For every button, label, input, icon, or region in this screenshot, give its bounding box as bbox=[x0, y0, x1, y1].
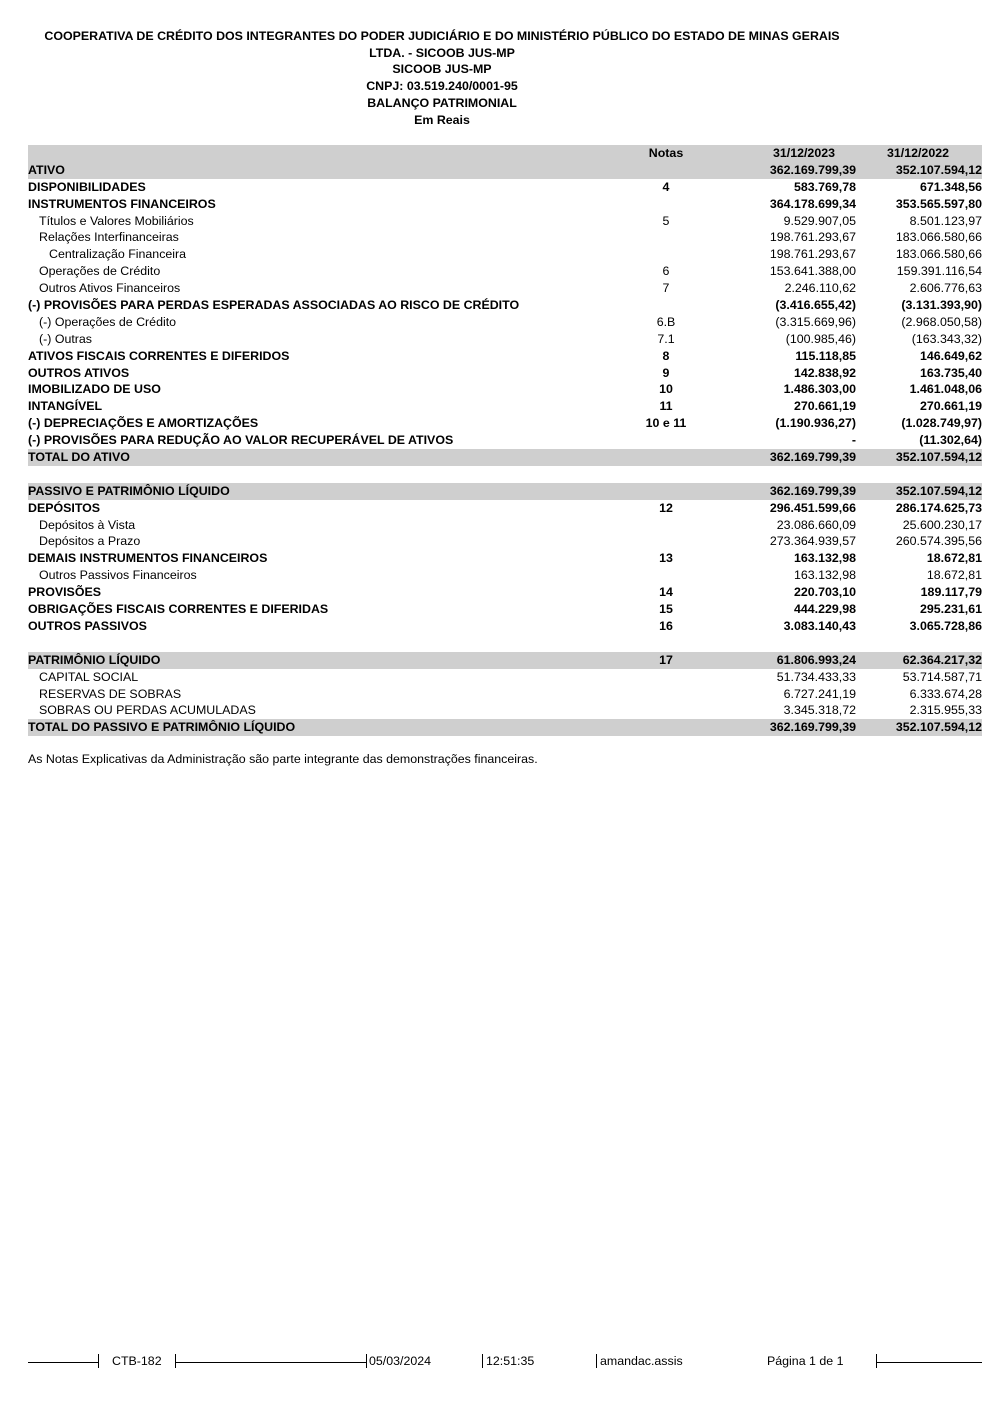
row-value-2022: 18.672,81 bbox=[926, 568, 982, 583]
print-user: amandac.assis bbox=[600, 1354, 683, 1368]
row-value-2022: 295.231,61 bbox=[919, 602, 982, 617]
row-value-2022: 270.661,19 bbox=[919, 399, 982, 414]
row-value-2022: 8.501.123,97 bbox=[909, 213, 982, 228]
row-label: OBRIGAÇÕES FISCAIS CORRENTES E DIFERIDAS bbox=[28, 602, 329, 617]
footer-rule bbox=[176, 1362, 366, 1363]
row-label: CAPITAL SOCIAL bbox=[39, 669, 139, 684]
row-value-2022: 352.107.594,12 bbox=[895, 720, 982, 735]
row-value-2022: (3.131.393,90) bbox=[901, 298, 982, 313]
row-value-2023: 364.178.699,34 bbox=[769, 196, 856, 211]
row-notes: 15 bbox=[659, 602, 673, 617]
row-value-2023: 61.806.993,24 bbox=[776, 652, 856, 667]
row-label: (-) Operações de Crédito bbox=[39, 314, 177, 329]
row-label: Depósitos a Prazo bbox=[39, 534, 141, 549]
row-label: IMOBILIZADO DE USO bbox=[28, 382, 161, 397]
row-value-2023: 2.246.110,62 bbox=[784, 281, 856, 296]
row-value-2023: 153.641.388,00 bbox=[769, 264, 856, 279]
row-value-2022: 183.066.580,66 bbox=[895, 247, 982, 262]
row-label: Relações Interfinanceiras bbox=[39, 230, 179, 245]
table-row bbox=[28, 567, 982, 584]
row-label: (-) PROVISÕES PARA REDUÇÃO AO VALOR RECUPERÁVEL DE ATIVOS bbox=[28, 433, 454, 448]
table-row bbox=[28, 517, 982, 534]
table-row bbox=[28, 719, 982, 736]
table-row bbox=[28, 500, 982, 517]
row-label: DEMAIS INSTRUMENTOS FINANCEIROS bbox=[28, 551, 268, 566]
table-row bbox=[28, 550, 982, 567]
table-row bbox=[28, 314, 982, 331]
table-row bbox=[28, 618, 982, 635]
table-body bbox=[28, 162, 982, 736]
print-time: 12:51:35 bbox=[486, 1354, 535, 1368]
row-label: ATIVOS FISCAIS CORRENTES E DIFERIDOS bbox=[28, 348, 290, 363]
notes-column-header: Notas bbox=[648, 146, 684, 160]
table-row bbox=[28, 584, 982, 601]
row-notes: 11 bbox=[659, 399, 673, 414]
row-value-2022: 53.714.587,71 bbox=[902, 669, 982, 684]
row-value-2023: (1.190.936,27) bbox=[775, 416, 856, 431]
footer-rule bbox=[28, 1362, 98, 1363]
row-value-2023: 9.529.907,05 bbox=[783, 213, 856, 228]
row-value-2022: 2.606.776,63 bbox=[909, 281, 982, 296]
row-value-2022: (11.302,64) bbox=[919, 433, 982, 448]
table-row bbox=[28, 432, 982, 449]
row-notes: 12 bbox=[659, 500, 673, 515]
row-value-2022: 286.174.625,73 bbox=[895, 500, 982, 515]
row-value-2023: 115.118,85 bbox=[795, 348, 856, 363]
footer-rule bbox=[877, 1362, 982, 1363]
document-title: BALANÇO PATRIMONIAL bbox=[367, 95, 517, 110]
row-value-2023: 444.229,98 bbox=[793, 602, 856, 617]
document-header bbox=[0, 28, 884, 128]
row-value-2023: 362.169.799,39 bbox=[769, 483, 856, 498]
row-label: Outros Passivos Financeiros bbox=[39, 568, 197, 583]
row-value-2022: 18.672,81 bbox=[926, 551, 982, 566]
row-label: Outros Ativos Financeiros bbox=[39, 281, 181, 296]
row-label: DISPONIBILIDADES bbox=[28, 179, 146, 194]
table-row bbox=[28, 196, 982, 213]
row-label: (-) Outras bbox=[39, 331, 93, 346]
row-label: INTANGÍVEL bbox=[28, 399, 103, 414]
table-row bbox=[28, 483, 982, 500]
row-label: DEPÓSITOS bbox=[28, 500, 101, 515]
table-row bbox=[28, 365, 982, 382]
row-notes: 6 bbox=[662, 264, 670, 279]
table-row bbox=[28, 702, 982, 719]
row-label: (-) DEPRECIAÇÕES E AMORTIZAÇÕES bbox=[28, 416, 259, 431]
table-row bbox=[28, 297, 982, 314]
row-label: PATRIMÔNIO LÍQUIDO bbox=[28, 652, 161, 667]
row-value-2022: 352.107.594,12 bbox=[895, 483, 982, 498]
spacer-row bbox=[28, 635, 982, 652]
row-value-2022: 260.574.395,56 bbox=[895, 534, 982, 549]
row-value-2022: 146.649,62 bbox=[919, 348, 982, 363]
row-value-2022: 2.315.955,33 bbox=[909, 703, 982, 718]
table-row bbox=[28, 280, 982, 297]
row-label: Centralização Financeira bbox=[49, 247, 187, 262]
row-label: OUTROS ATIVOS bbox=[28, 365, 130, 380]
row-value-2022: 183.066.580,66 bbox=[895, 230, 982, 245]
table-row bbox=[28, 601, 982, 618]
row-value-2022: 62.364.217,32 bbox=[902, 652, 982, 667]
row-value-2022: 3.065.728,86 bbox=[909, 618, 982, 633]
row-value-2022: (2.968.050,58) bbox=[901, 314, 982, 329]
row-value-2023: 3.345.318,72 bbox=[783, 703, 856, 718]
table-row bbox=[28, 533, 982, 550]
row-value-2023: 3.083.140,43 bbox=[783, 618, 856, 633]
row-label: Títulos e Valores Mobiliários bbox=[39, 213, 194, 228]
page-number: Página 1 de 1 bbox=[767, 1354, 844, 1368]
row-notes: 7.1 bbox=[657, 331, 675, 346]
row-notes: 13 bbox=[659, 551, 673, 566]
row-value-2023: 270.661,19 bbox=[793, 399, 856, 414]
row-value-2023: 142.838,92 bbox=[793, 365, 856, 380]
row-value-2023: 23.086.660,09 bbox=[776, 517, 856, 532]
row-value-2023: 362.169.799,39 bbox=[769, 720, 856, 735]
row-value-2023: 362.169.799,39 bbox=[769, 162, 856, 177]
table-row bbox=[28, 381, 982, 398]
table-row bbox=[28, 415, 982, 432]
footnote: As Notas Explicativas da Administração são parte integrante das demonstrações financeiras. bbox=[28, 752, 538, 766]
row-value-2023: 362.169.799,39 bbox=[769, 450, 856, 465]
table-row bbox=[28, 213, 982, 230]
table-row bbox=[28, 246, 982, 263]
row-notes: 6.B bbox=[656, 314, 676, 329]
footer-tick bbox=[596, 1354, 597, 1368]
spacer-row bbox=[28, 466, 982, 483]
row-notes: 14 bbox=[659, 585, 673, 600]
table-row bbox=[28, 669, 982, 686]
footer-tick bbox=[98, 1354, 99, 1368]
row-notes: 10 e 11 bbox=[645, 416, 687, 431]
table-row bbox=[28, 348, 982, 365]
row-value-2023: - bbox=[851, 433, 856, 448]
row-label: ATIVO bbox=[28, 162, 65, 177]
row-notes: 9 bbox=[662, 365, 670, 380]
row-value-2023: 163.132,98 bbox=[793, 551, 856, 566]
row-value-2022: 6.333.674,28 bbox=[909, 686, 982, 701]
row-label: TOTAL DO PASSIVO E PATRIMÔNIO LÍQUIDO bbox=[28, 720, 296, 735]
table-row bbox=[28, 686, 982, 703]
row-label: Depósitos à Vista bbox=[39, 517, 136, 532]
row-value-2023: 6.727.241,19 bbox=[783, 686, 856, 701]
footer-tick bbox=[482, 1354, 483, 1368]
row-label: INSTRUMENTOS FINANCEIROS bbox=[28, 196, 216, 211]
row-value-2023: 198.761.293,67 bbox=[769, 230, 856, 245]
row-value-2022: (163.343,32) bbox=[911, 331, 982, 346]
row-value-2023: 198.761.293,67 bbox=[769, 247, 856, 262]
row-value-2022: (1.028.749,97) bbox=[901, 416, 982, 431]
table-row bbox=[28, 331, 982, 348]
row-notes: 7 bbox=[662, 281, 670, 296]
print-date: 05/03/2024 bbox=[369, 1354, 432, 1368]
institution-name-cont: LTDA. - SICOOB JUS-MP bbox=[369, 45, 515, 60]
row-value-2023: 220.703,10 bbox=[793, 585, 856, 600]
footer-tick bbox=[175, 1354, 176, 1368]
row-value-2022: 353.565.597,80 bbox=[895, 196, 982, 211]
row-notes: 5 bbox=[662, 213, 670, 228]
row-value-2022: 1.461.048,06 bbox=[909, 382, 982, 397]
row-label: Operações de Crédito bbox=[39, 264, 161, 279]
row-label: OUTROS PASSIVOS bbox=[28, 618, 147, 633]
row-label: PASSIVO E PATRIMÔNIO LÍQUIDO bbox=[28, 483, 230, 498]
footer-tick bbox=[876, 1354, 877, 1368]
footer-tick bbox=[366, 1354, 367, 1368]
row-value-2023: (3.416.655,42) bbox=[775, 298, 856, 313]
row-value-2022: 163.735,40 bbox=[919, 365, 982, 380]
row-value-2023: 163.132,98 bbox=[793, 568, 856, 583]
row-notes: 8 bbox=[662, 348, 670, 363]
table-row bbox=[28, 398, 982, 415]
table-header-row bbox=[28, 145, 982, 162]
institution-name: COOPERATIVA DE CRÉDITO DOS INTEGRANTES DO PODER JUDICIÁRIO E DO MINISTÉRIO PÚBLICO DO ESTADO DE MINAS GERAIS bbox=[44, 29, 840, 43]
row-notes: 10 bbox=[659, 382, 673, 397]
table-row bbox=[28, 449, 982, 466]
row-label: SOBRAS OU PERDAS ACUMULADAS bbox=[39, 703, 256, 718]
table-row bbox=[28, 229, 982, 246]
row-value-2023: 273.364.939,57 bbox=[769, 534, 856, 549]
row-value-2023: 51.734.433,33 bbox=[776, 669, 856, 684]
row-value-2022: 189.117,79 bbox=[920, 585, 982, 600]
row-value-2023: 1.486.303,00 bbox=[783, 382, 856, 397]
institution-short-name: SICOOB JUS-MP bbox=[392, 62, 492, 77]
table-row bbox=[28, 162, 982, 179]
row-value-2022: 159.391.116,54 bbox=[896, 264, 982, 279]
row-value-2023: (3.315.669,96) bbox=[775, 314, 856, 329]
table-row bbox=[28, 652, 982, 669]
row-value-2022: 671.348,56 bbox=[919, 179, 982, 194]
table-row bbox=[28, 263, 982, 280]
row-label: TOTAL DO ATIVO bbox=[28, 450, 130, 465]
row-value-2023: (100.985,46) bbox=[785, 331, 856, 346]
row-value-2022: 352.107.594,12 bbox=[895, 162, 982, 177]
row-value-2022: 352.107.594,12 bbox=[895, 450, 982, 465]
row-label: RESERVAS DE SOBRAS bbox=[39, 686, 182, 701]
currency-unit: Em Reais bbox=[414, 112, 470, 127]
row-value-2023: 296.451.599,66 bbox=[769, 500, 856, 515]
balance-sheet-table bbox=[28, 145, 982, 736]
report-code: CTB-182 bbox=[112, 1354, 162, 1368]
row-notes: 4 bbox=[662, 179, 670, 194]
row-label: (-) PROVISÕES PARA PERDAS ESPERADAS ASSOCIADAS AO RISCO DE CRÉDITO bbox=[28, 298, 520, 313]
year-2023-column-header: 31/12/2023 bbox=[772, 146, 835, 160]
page-footer bbox=[0, 1353, 1000, 1371]
row-value-2022: 25.600.230,17 bbox=[902, 517, 982, 532]
table-row bbox=[28, 179, 982, 196]
row-label: PROVISÕES bbox=[28, 585, 101, 600]
row-notes: 17 bbox=[659, 652, 673, 667]
row-value-2023: 583.769,78 bbox=[793, 179, 856, 194]
row-notes: 16 bbox=[659, 618, 673, 633]
year-2022-column-header: 31/12/2022 bbox=[886, 146, 949, 160]
cnpj: CNPJ: 03.519.240/0001-95 bbox=[366, 79, 518, 94]
